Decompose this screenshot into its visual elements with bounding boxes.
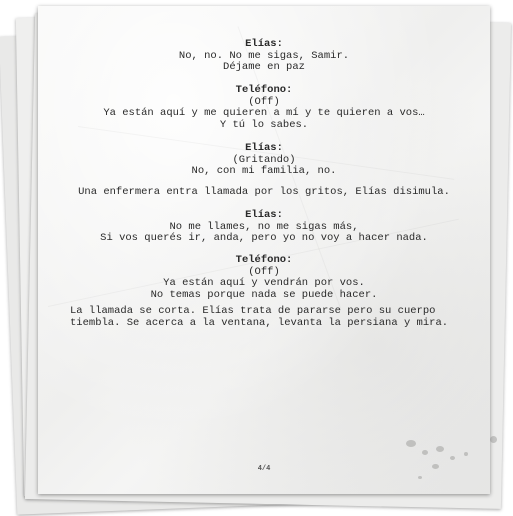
dialogue-line: No, con mi familia, no.: [191, 165, 337, 178]
dialogue-line: Déjame en paz: [223, 61, 305, 74]
page-number: 4/4: [257, 465, 271, 473]
ink-stain: [490, 436, 497, 443]
ink-stain: [418, 476, 422, 479]
character-name: Elías:: [245, 142, 283, 154]
dialogue-block: [38, 143, 490, 178]
dialogue-block: [38, 210, 490, 245]
dialogue-line: Ya están aquí y vendrán por vos.: [163, 277, 365, 290]
ink-stain: [422, 450, 428, 455]
parenthetical: (Gritando): [232, 153, 296, 166]
parenthetical: (Off): [248, 265, 280, 278]
dialogue-line: No, no. No me sigas, Samir.: [178, 49, 350, 62]
dialogue-line: Si vos querés ir, anda, pero yo no voy a hacer nada.: [100, 232, 428, 245]
action-line: Una enfermera entra llamada por los gritos, Elías disimula.: [78, 186, 450, 198]
dialogue-block: [38, 255, 490, 301]
script-page: [38, 6, 490, 494]
ink-stain: [464, 452, 468, 456]
character-name: Teléfono:: [235, 84, 293, 96]
character-name: Elías:: [245, 38, 283, 50]
dialogue-block: [38, 85, 490, 131]
ink-stain: [436, 446, 444, 452]
character-name: Teléfono:: [235, 254, 293, 266]
ink-stain: [406, 440, 416, 447]
ink-stain: [450, 456, 455, 460]
action-paragraph: [70, 306, 470, 329]
action-line: tiembla. Se acerca a la ventana, levanta la persiana y mira.: [70, 316, 449, 329]
dialogue-line: No me llames, no me sigas más,: [169, 220, 359, 233]
action-line: La llamada se corta. Elías trata de pararse pero su cuerpo: [70, 305, 436, 317]
character-name: Elías:: [245, 209, 283, 221]
dialogue-line: Ya están aquí y me quieren a mí y te quieren a vos…: [103, 107, 425, 120]
parenthetical: (Off): [248, 95, 280, 108]
dialogue-block: [38, 39, 490, 74]
dialogue-line: Y tú lo sabes.: [219, 118, 309, 131]
dialogue-line: No temas porque nada se puede hacer.: [150, 288, 378, 301]
